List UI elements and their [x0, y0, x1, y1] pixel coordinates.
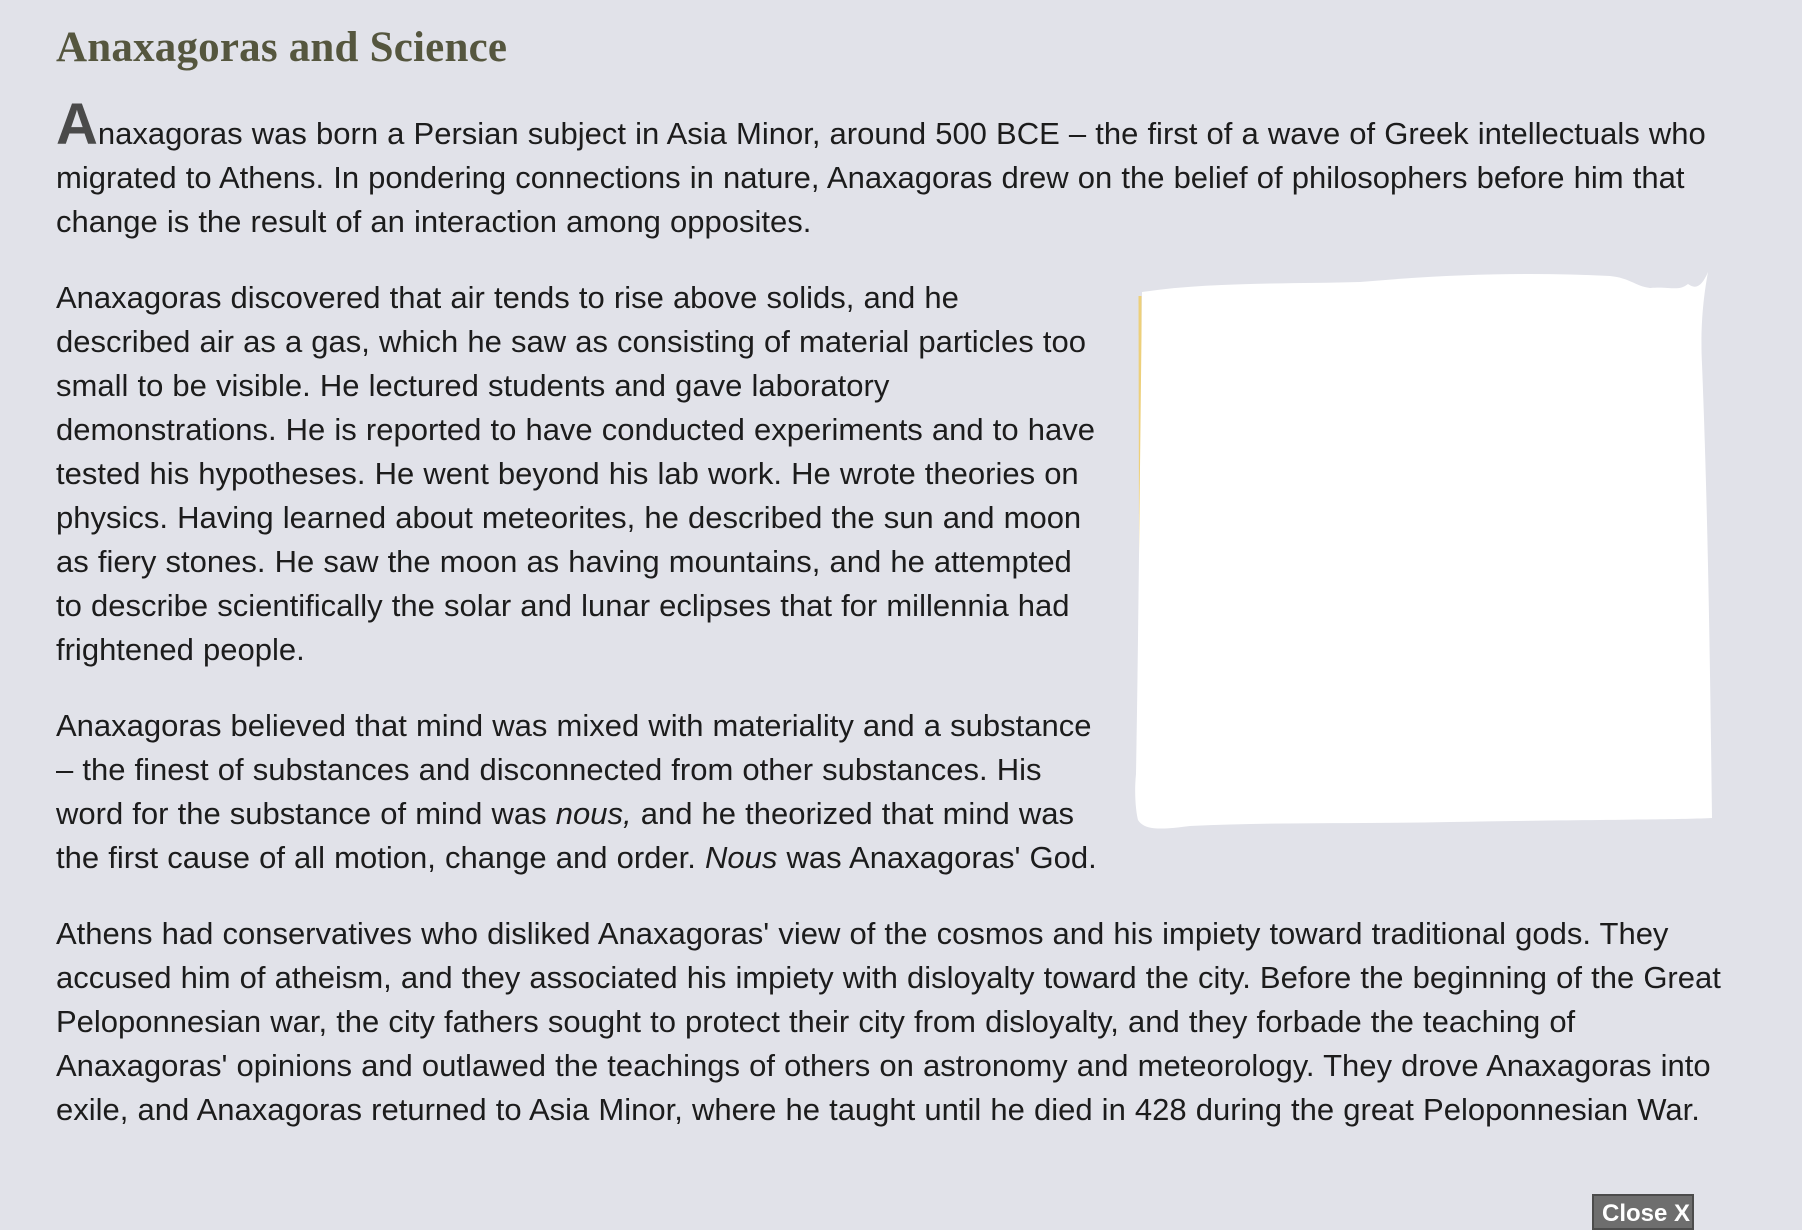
- drop-cap: A: [56, 92, 98, 157]
- paragraph-nous-text-continued: and he theorized that mind was the first cause of all motion, change and order.: [56, 796, 1075, 875]
- article: [56, 0, 1724, 1132]
- paragraph-intro-text: naxagoras was born a Persian subject in Asia Minor, around 500 BCE – the first of a wave of Greek intellectuals who migrated to Athens. In pondering connections in nature, Anaxagoras drew on the belief of philosophers before him that change is the result of an interaction among opposites.: [56, 116, 1706, 239]
- italic-term-nous: nous,: [555, 796, 632, 831]
- illustration-blank-page: [1135, 272, 1712, 828]
- paragraph-nous-text: Anaxagoras believed that mind was mixed with materiality and a substance – the finest of substances and disconnected from other substances. His word for the substance of mind was: [56, 708, 1092, 831]
- paragraph-exile: Athens had conservatives who disliked Anaxagoras' view of the cosmos and his impiety toward traditional gods. They accused him of atheism, and they associated his impiety with disloyalty toward the city. Before the beginning of the Great Peloponnesian war, the city fathers sought to protect their city from disloyalty, and they forbade the teaching of Anaxagoras' opinions and outlawed the teachings of others on astronomy and meteorology. They drove Anaxagoras into exile, and Anaxagoras returned to Asia Minor, where he taught until he died in 428 during the great Peloponnesian War.: [56, 916, 1721, 1127]
- page-title: Anaxagoras and Science: [56, 24, 508, 71]
- close-button[interactable]: Close X: [1592, 1194, 1694, 1230]
- paragraph-intro: [56, 92, 1724, 244]
- paragraph-nous-text-end: was Anaxagoras' God.: [777, 840, 1097, 875]
- italic-term-nous-capitalized: Nous: [705, 840, 778, 875]
- paragraph-discoveries: [56, 276, 1724, 672]
- paragraph-discoveries-text: Anaxagoras discovered that air tends to rise above solids, and he described air as a gas, which he saw as consisting of material particles too small to be visible. He lectured students and gave laboratory demonstrations. He is reported to have conducted experiments and to have tested his hypotheses. He went beyond his lab work. He wrote theories on physics. Having learned about meteorites, he described the sun and moon as fiery stones. He saw the moon as having mountains, and he attempted to describe scientifically the solar and lunar eclipses that for millennia had frightened people.: [56, 280, 1095, 667]
- illustration-image: [1130, 264, 1760, 864]
- illustration-canvas: [1130, 264, 1760, 864]
